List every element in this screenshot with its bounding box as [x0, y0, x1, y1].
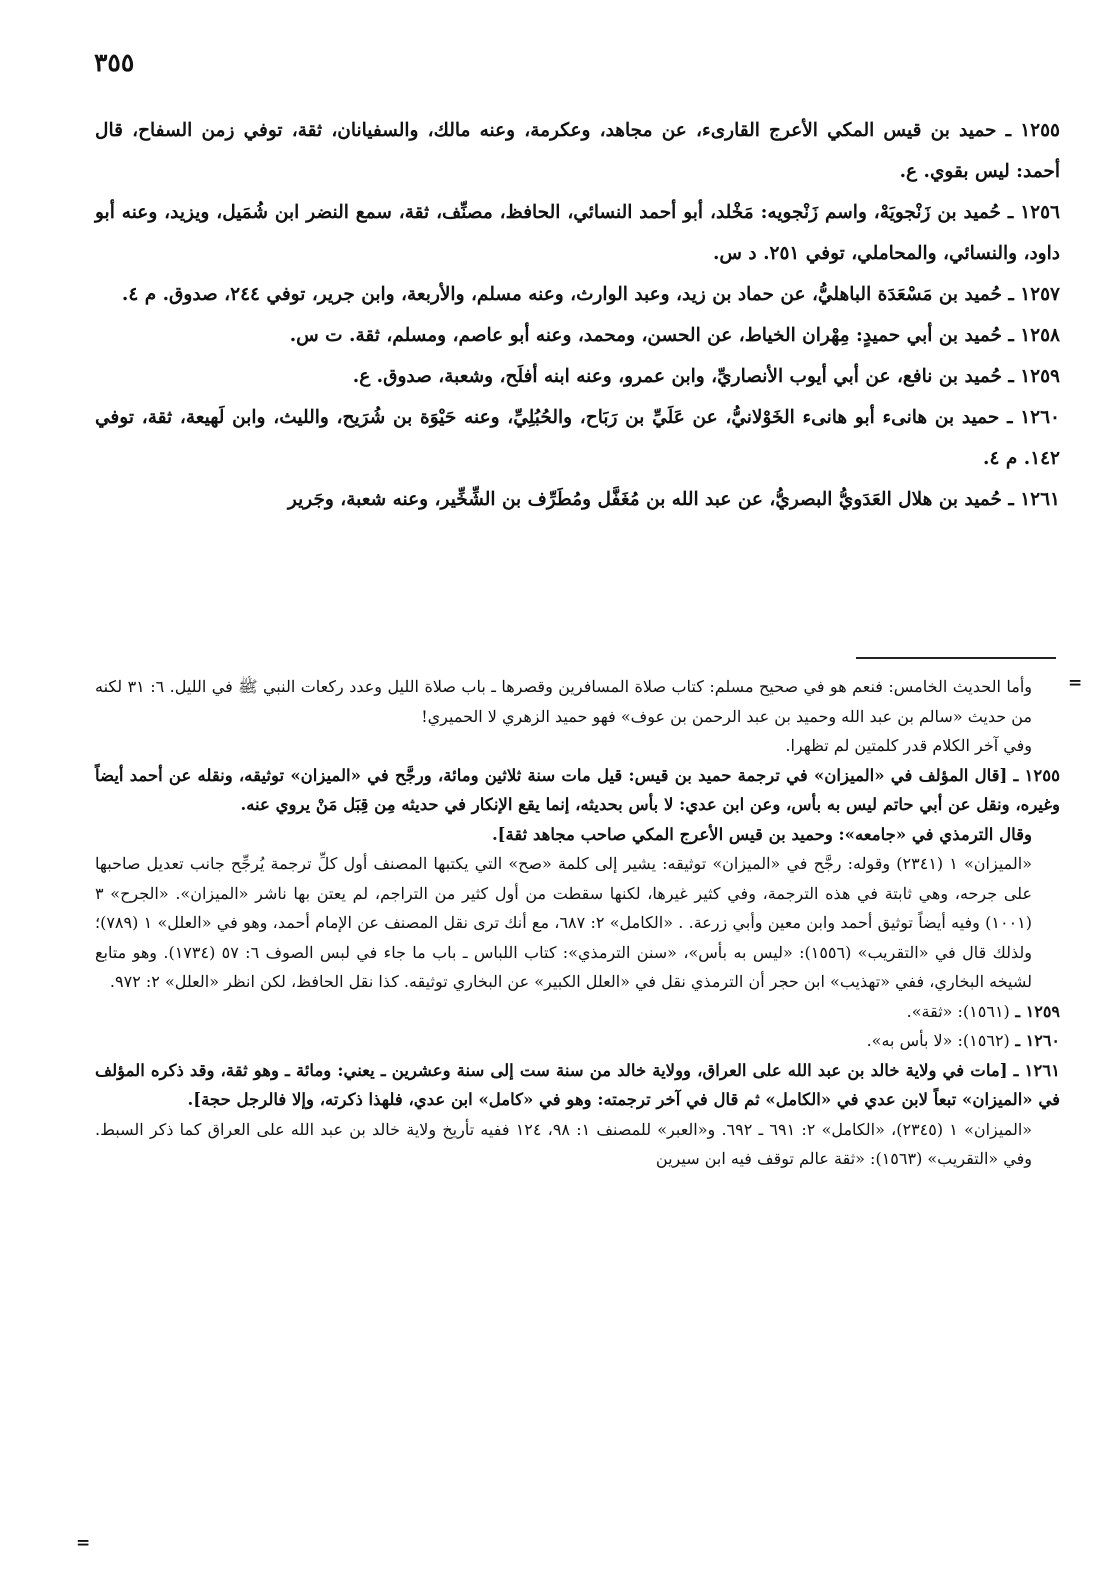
entry-number: ١٢٥٧ — [1020, 284, 1060, 305]
footnote-number: ١٢٥٥ ـ — [1007, 765, 1060, 785]
entry-number: ١٢٦٠ — [1020, 407, 1060, 428]
footnote-text: «الميزان» ١ (٢٣٤١) وقوله: رجَّح في «الميزان» توثيقه: يشير إلى كلمة «صح» التي يكتبها المصنف أول كلِّ ترجمة يُرجِّح جانب تعديل صاحبها على جرحه، وهي ثابتة في هذه الترجمة، وفي كثير غيرها، لكنها سقطت من أول كثير من التراجم، لم يعتن بها ناشر «الميزان». «الجرح» ٣ (١٠٠١) وفيه أيضاً توثيق أحمد وابن معين وأبي زرعة. . «الكامل» ٢: ٦٨٧، مع أنك ترى نقل المصنف عن الإمام أحمد، وهو في «العلل» ١ (٧٨٩)؛ ولذلك قال في «التقريب» (١٥٥٦): «ليس به بأس»، «سنن الترمذي»: كتاب اللباس ـ باب ما جاء في لبس الصوف ٦: ٥٧ (١٧٣٤). وهو متابع لشيخه البخاري، ففي «تهذيب» ابن حجر أن الترمذي نقل في «العلل الكبير» عن البخاري توثيقه. كذا نقل الحافظ، لكن انظر «العلل» ٢: ٩٧٢. — [95, 854, 1033, 991]
entry-text: حُميد بن نافع، عن أبي أيوب الأنصاريِّ، وابن عمرو، وعنه ابنه أفلَح، وشعبة، صدوق. ع. — [352, 366, 1002, 387]
footnote-paragraph — [95, 731, 1060, 761]
entry-1255: ١٢٥٥ ـ حميد بن قيس المكي الأعرج القارىء، عن مجاهد، وعكرمة، وعنه مالك، والسفيانان، ثقة، توفي زمن السفاح، قال أحمد: ليس بقوي. ع. — [95, 120, 1060, 182]
footnote-1260 — [95, 1026, 1060, 1056]
page-number: ٣٥٥ — [94, 48, 135, 77]
footnote-paragraph — [95, 849, 1060, 997]
footnote-text: وقال الترمذي في «جامعه»: وحميد بن قيس الأعرج المكي صاحب مجاهد ثقة]. — [491, 824, 1032, 844]
entry-1261: ١٢٦١ ـ حُميد بن هلال العَدَويُّ البصريُّ، عن عبد الله بن مُغَفَّل ومُطَرِّف بن الشِّخِّير، وعنه شعبة، وجَرير — [287, 489, 1060, 510]
footnote-1255 — [95, 761, 1060, 820]
entry-number: ١٢٥٩ — [1020, 366, 1060, 387]
entry-number: ١٢٦١ — [1020, 489, 1060, 510]
entry-text: حُميد بن زَنْجويَهْ، واسم زَنْجويه: مَخْلد، أبو أحمد النسائي، الحافظ، مصنِّف، ثقة، سمع النضر ابن شُمَيل، ويزيد، وعنه أبو داود، والنسائي، والمحاملي، توفي ٢٥١. د س. — [95, 202, 1060, 264]
footnote-paragraph — [95, 672, 1060, 731]
entry-text: حميد بن هانىء أبو هانىء الخَوْلانيُّ، عن عَلَيِّ بن رَبَاح، والحُبُلِيِّ، وعنه حَيْوَة بن شُرَيح، والليث، وابن لَهيعة، ثقة، توفي ١٤٢. م ٤. — [95, 407, 1060, 469]
footnote-text: «الميزان» ١ (٢٣٤٥)، «الكامل» ٢: ٦٩١ ـ ٦٩٢. و«العبر» للمصنف ١: ٩٨، ١٢٤ ففيه تأريخ ولاية خالد بن عبد الله على العراق كما ذكر السبط. وفي «التقريب» (١٥٦٣): «ثقة عالم توقف فيه ابن سيرين — [95, 1119, 1033, 1168]
footnotes-section — [95, 672, 1060, 1174]
entry-1257: ١٢٥٧ ـ حُميد بن مَسْعَدَة الباهليُّ، عن حماد بن زيد، وعبد الوارث، وعنه مسلم، والأربعة، وابن جرير، توفي ٢٤٤، صدوق. م ٤. — [121, 284, 1060, 305]
entry-text: حُميد بن مَسْعَدَة الباهليُّ، عن حماد بن زيد، وعبد الوارث، وعنه مسلم، والأربعة، وابن جرير، توفي ٢٤٤، صدوق. م ٤. — [121, 284, 1002, 305]
entry-1259: ١٢٥٩ ـ حُميد بن نافع، عن أبي أيوب الأنصاريِّ، وابن عمرو، وعنه ابنه أفلَح، وشعبة، صدوق. ع. — [352, 366, 1060, 387]
entry-number: ١٢٥٦ — [1020, 202, 1060, 223]
footnote-number: ١٢٥٩ ـ — [1009, 1001, 1060, 1021]
entry-1256: ١٢٥٦ ـ حُميد بن زَنْجويَهْ، واسم زَنْجويه: مَخْلد، أبو أحمد النسائي، الحافظ، مصنِّف، ثقة، سمع النضر ابن شُمَيل، ويزيد، وعنه أبو داود، والنسائي، والمحاملي، توفي ٢٥١. د س. — [95, 202, 1060, 264]
footnote-text: وأما الحديث الخامس: فنعم هو في صحيح مسلم: كتاب صلاة المسافرين وقصرها ـ باب صلاة الليل وعدد ركعات النبي ﷺ في الليل. ٦: ٣١ لكنه من حديث «سالم بن عبد الله وحميد بن عبد الرحمن بن عوف» فهو حميد الزهري لا الحميري! — [95, 677, 1032, 726]
entry-number: ١٢٥٥ — [1020, 120, 1060, 141]
entry-1260: ١٢٦٠ ـ حميد بن هانىء أبو هانىء الخَوْلانيُّ، عن عَلَيِّ بن رَبَاح، والحُبُلِيِّ، وعنه حَيْوَة بن شُرَيح، والليث، وابن لَهيعة، ثقة، توفي ١٤٢. م ٤. — [95, 407, 1060, 469]
footnote-number: ١٢٦١ ـ — [1007, 1060, 1060, 1080]
entries-section — [95, 110, 1060, 520]
footnote-text: (١٥٦٢): «لا بأس به». — [866, 1031, 1010, 1050]
continuation-mark-bottom: = — [76, 1533, 91, 1553]
footnote-paragraph — [95, 820, 1060, 850]
footnote-1261 — [95, 1056, 1060, 1115]
footnote-text: [قال المؤلف في «الميزان» في ترجمة حميد بن قيس: قيل مات سنة ثلاثين ومائة، ورجَّح في «الميزان» توثيقه، ونقله عن أحمد أيضاً وغيره، ونقل عن أبي حاتم ليس به بأس، وعن ابن عدي: لا بأس بحديثه، إنما يقع الإنكار في حديثه مِن قِبَل مَنْ يروي عنه. — [95, 765, 1060, 814]
entry-text: حميد بن قيس المكي الأعرج القارىء، عن مجاهد، وعكرمة، وعنه مالك، والسفيانان، ثقة، توفي زمن السفاح، قال أحمد: ليس بقوي. ع. — [95, 120, 1060, 182]
entry-1258: ١٢٥٨ ـ حُميد بن أبي حميدٍ: مِهْران الخياط، عن الحسن، ومحمد، وعنه أبو عاصم، ومسلم، ثقة. ت س. — [289, 325, 1060, 346]
continuation-mark-top: = — [1068, 673, 1083, 693]
footnote-text: وفي آخر الكلام قدر كلمتين لم تظهرا. — [785, 736, 1032, 755]
footnote-number: ١٢٦٠ ـ — [1009, 1031, 1060, 1050]
footnote-1259 — [95, 997, 1060, 1027]
entry-number: ١٢٥٨ — [1020, 325, 1060, 346]
footnote-paragraph — [95, 1115, 1060, 1174]
footnote-text: (١٥٦١): «ثقة». — [906, 1001, 1010, 1021]
footnote-text: [مات في ولاية خالد بن عبد الله على العراق، وولاية خالد من سنة ست إلى سنة وعشرين ـ يعني: ومائة ـ وهو ثقة، وقد ذكره المؤلف في «الميزان» تبعاً لابن عدي في «الكامل» ثم قال في آخر ترجمته: وهو في «كامل» ابن عدي، فلهذا ذكرته، وإلا فالرجل حجة]. — [95, 1060, 1060, 1109]
entry-text: حُميد بن أبي حميدٍ: مِهْران الخياط، عن الحسن، ومحمد، وعنه أبو عاصم، ومسلم، ثقة. ت س. — [289, 325, 1002, 346]
entry-text: حُميد بن هلال العَدَويُّ البصريُّ، عن عبد الله بن مُغَفَّل ومُطَرِّف بن الشِّخِّير، وعنه شعبة، وجَرير — [287, 489, 1002, 510]
footnote-divider — [856, 657, 1056, 659]
